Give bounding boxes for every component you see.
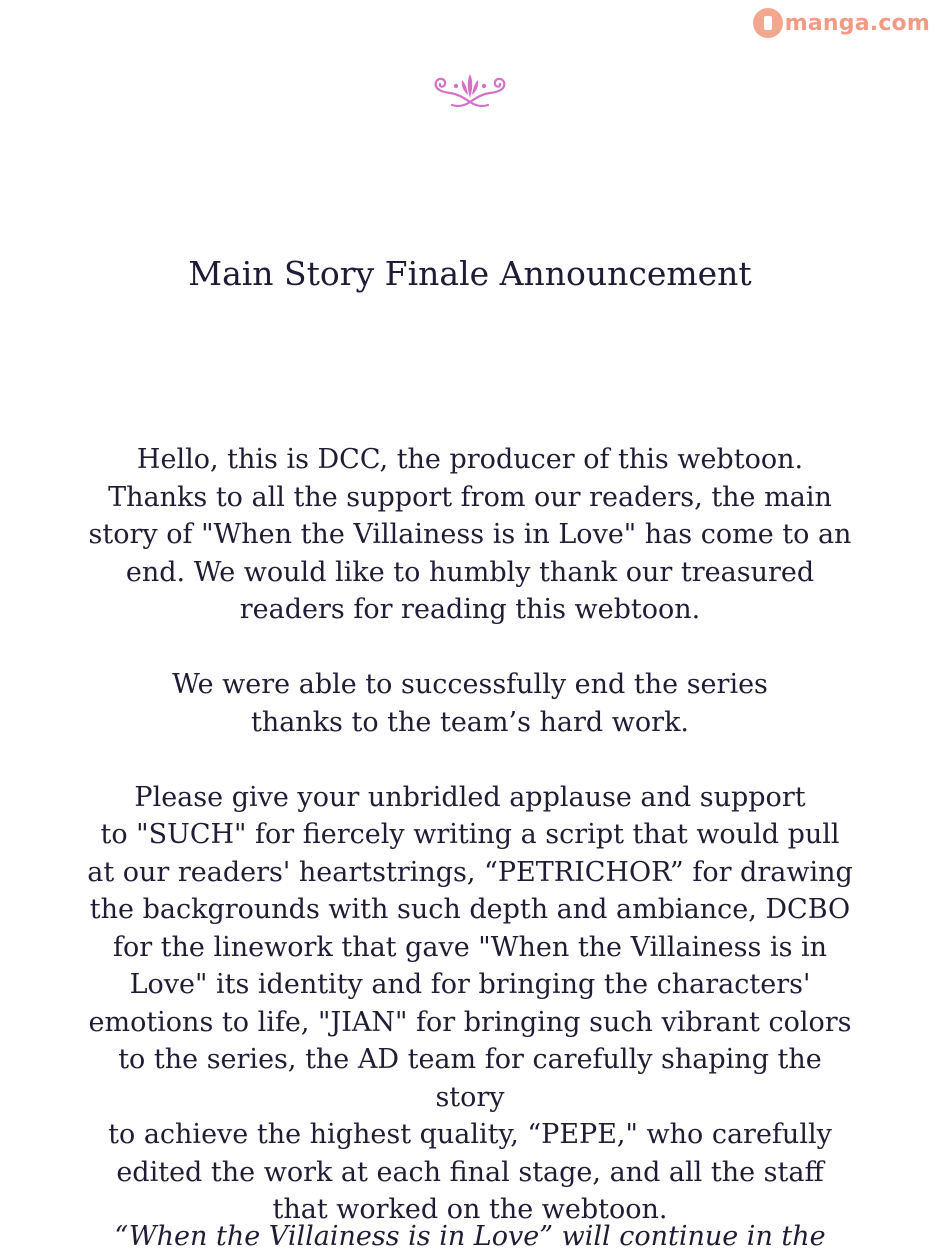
announcement-title: Main Story Finale Announcement	[188, 254, 752, 293]
paragraph-1	[80, 441, 860, 629]
logo-mark-icon	[753, 8, 783, 38]
text-line: to achieve the highest quality, “PEPE," who carefully	[108, 1119, 832, 1150]
text-line: readers for reading this webtoon.	[239, 594, 701, 625]
paragraph-3	[80, 779, 860, 1229]
text-line: the backgrounds with such depth and ambiance, DCBO	[89, 894, 851, 925]
flourish-ornament-icon	[428, 68, 512, 110]
cut-off-line: “When the Villainess is in Love” will continue in the	[114, 1221, 826, 1252]
text-line: Please give your unbridled applause and support	[134, 781, 806, 813]
watermark-text: manga.com	[784, 10, 930, 36]
site-watermark	[753, 6, 930, 40]
text-line: for the linework that gave "When the Villainess is in	[112, 931, 828, 963]
text-line: edited the work at each final stage, and all the staff	[116, 1156, 824, 1188]
text-line: to "SUCH" for fiercely writing a script that would pull	[100, 819, 840, 850]
text-line: at our readers' heartstrings, “PETRICHOR” for drawing	[87, 856, 853, 888]
text-line: thanks to the team’s hard work.	[250, 706, 690, 738]
text-line: that worked on the webtoon.	[272, 1194, 668, 1225]
announcement-body	[80, 441, 860, 1229]
text-line: end. We would like to humbly thank our treasured	[125, 556, 815, 588]
text-line: We were able to successfully end the series	[172, 669, 768, 700]
text-line: Thanks to all the support from our readers, the main	[108, 481, 832, 513]
paragraph-2	[80, 666, 860, 741]
text-line: Love" its identity and for bringing the characters'	[129, 969, 811, 1000]
text-line: Hello, this is DCC, the producer of this webtoon.	[136, 444, 804, 475]
text-line: to the series, the AD team for carefully shaping the story	[118, 1044, 822, 1113]
text-line: story of "When the Villainess is in Love" has come to an	[88, 519, 852, 550]
text-line: emotions to life, "JIAN" for bringing such vibrant colors	[88, 1006, 852, 1038]
